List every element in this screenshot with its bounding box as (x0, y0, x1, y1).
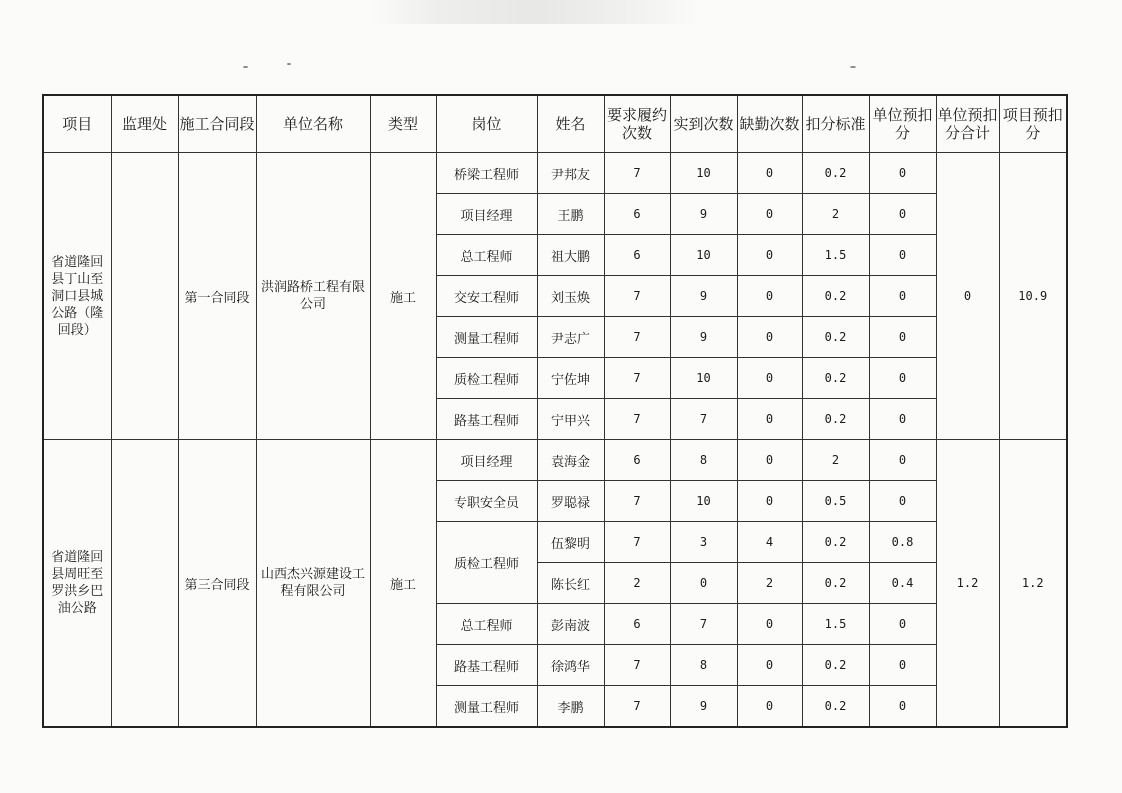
standard-cell: 0.2 (802, 317, 869, 358)
standard-cell: 0.2 (802, 358, 869, 399)
scan-speck (850, 66, 856, 68)
name-cell: 宁甲兴 (537, 399, 604, 440)
col-standard: 扣分标准 (802, 95, 869, 153)
name-cell: 王鹏 (537, 194, 604, 235)
standard-cell: 0.2 (802, 563, 869, 604)
col-unit-deduct: 单位预扣分 (869, 95, 936, 153)
col-unit: 单位名称 (256, 95, 370, 153)
contract-cell: 第三合同段 (178, 440, 256, 728)
deduct-cell: 0 (869, 604, 936, 645)
col-unit-total: 单位预扣分合计 (936, 95, 999, 153)
actual-cell: 9 (670, 686, 737, 728)
required-cell: 7 (604, 317, 670, 358)
required-cell: 7 (604, 522, 670, 563)
actual-cell: 9 (670, 317, 737, 358)
required-cell: 7 (604, 481, 670, 522)
project-cell: 省道隆回县丁山至洞口县城公路（隆回段） (43, 153, 111, 440)
unit-total-cell: 0 (936, 153, 999, 440)
required-cell: 7 (604, 276, 670, 317)
deduct-cell: 0 (869, 440, 936, 481)
required-cell: 6 (604, 440, 670, 481)
col-required: 要求履约次数 (604, 95, 670, 153)
scan-artifact (370, 0, 700, 24)
deduct-cell: 0 (869, 317, 936, 358)
position-cell: 质检工程师 (436, 358, 537, 399)
col-contract: 施工合同段 (178, 95, 256, 153)
col-name: 姓名 (537, 95, 604, 153)
table-row (43, 440, 1067, 481)
unit-cell: 洪润路桥工程有限公司 (256, 153, 370, 440)
actual-cell: 10 (670, 481, 737, 522)
required-cell: 7 (604, 358, 670, 399)
scan-speck (287, 63, 291, 65)
standard-cell: 0.5 (802, 481, 869, 522)
standard-cell: 0.2 (802, 522, 869, 563)
standard-cell: 2 (802, 440, 869, 481)
standard-cell: 0.2 (802, 153, 869, 194)
unit-cell: 山西杰兴源建设工程有限公司 (256, 440, 370, 728)
actual-cell: 8 (670, 440, 737, 481)
supervisor-cell (111, 440, 178, 728)
absent-cell: 0 (737, 440, 802, 481)
standard-cell: 2 (802, 194, 869, 235)
col-project: 项目 (43, 95, 111, 153)
col-project-total: 项目预扣分 (999, 95, 1067, 153)
standard-cell: 1.5 (802, 604, 869, 645)
name-cell: 袁海金 (537, 440, 604, 481)
position-cell: 测量工程师 (436, 317, 537, 358)
standard-cell: 0.2 (802, 645, 869, 686)
name-cell: 尹志广 (537, 317, 604, 358)
col-absent: 缺勤次数 (737, 95, 802, 153)
position-cell: 桥梁工程师 (436, 153, 537, 194)
position-cell: 路基工程师 (436, 645, 537, 686)
position-cell: 专职安全员 (436, 481, 537, 522)
name-cell: 祖大鹏 (537, 235, 604, 276)
name-cell: 尹邦友 (537, 153, 604, 194)
deduct-cell: 0 (869, 276, 936, 317)
col-supervisor: 监理处 (111, 95, 178, 153)
actual-cell: 8 (670, 645, 737, 686)
actual-cell: 10 (670, 235, 737, 276)
contract-cell: 第一合同段 (178, 153, 256, 440)
required-cell: 6 (604, 235, 670, 276)
absent-cell: 0 (737, 358, 802, 399)
required-cell: 7 (604, 645, 670, 686)
position-cell: 测量工程师 (436, 686, 537, 728)
absent-cell: 2 (737, 563, 802, 604)
actual-cell: 10 (670, 153, 737, 194)
name-cell: 李鹏 (537, 686, 604, 728)
actual-cell: 9 (670, 276, 737, 317)
absent-cell: 0 (737, 235, 802, 276)
standard-cell: 1.5 (802, 235, 869, 276)
name-cell: 伍黎明 (537, 522, 604, 563)
absent-cell: 0 (737, 481, 802, 522)
deduct-cell: 0.8 (869, 522, 936, 563)
supervisor-cell (111, 153, 178, 440)
absent-cell: 0 (737, 194, 802, 235)
required-cell: 7 (604, 686, 670, 728)
absent-cell: 0 (737, 153, 802, 194)
standard-cell: 0.2 (802, 686, 869, 728)
absent-cell: 0 (737, 317, 802, 358)
col-position: 岗位 (436, 95, 537, 153)
position-cell: 交安工程师 (436, 276, 537, 317)
absent-cell: 0 (737, 645, 802, 686)
actual-cell: 0 (670, 563, 737, 604)
absent-cell: 0 (737, 276, 802, 317)
table-header-row (43, 95, 1067, 153)
deduct-cell: 0 (869, 235, 936, 276)
required-cell: 6 (604, 194, 670, 235)
name-cell: 刘玉焕 (537, 276, 604, 317)
project-total-cell: 1.2 (999, 440, 1067, 728)
unit-total-cell: 1.2 (936, 440, 999, 728)
position-cell: 总工程师 (436, 235, 537, 276)
col-actual: 实到次数 (670, 95, 737, 153)
required-cell: 6 (604, 604, 670, 645)
actual-cell: 9 (670, 194, 737, 235)
name-cell: 陈长红 (537, 563, 604, 604)
deduct-cell: 0 (869, 358, 936, 399)
absent-cell: 0 (737, 399, 802, 440)
name-cell: 徐鸿华 (537, 645, 604, 686)
deduct-cell: 0.4 (869, 563, 936, 604)
table-row (43, 153, 1067, 194)
actual-cell: 7 (670, 604, 737, 645)
col-type: 类型 (370, 95, 436, 153)
required-cell: 7 (604, 153, 670, 194)
name-cell: 罗聪禄 (537, 481, 604, 522)
project-total-cell: 10.9 (999, 153, 1067, 440)
actual-cell: 10 (670, 358, 737, 399)
actual-cell: 3 (670, 522, 737, 563)
absent-cell: 0 (737, 686, 802, 728)
required-cell: 7 (604, 399, 670, 440)
deduct-cell: 0 (869, 194, 936, 235)
deduct-cell: 0 (869, 645, 936, 686)
deduct-cell: 0 (869, 399, 936, 440)
absent-cell: 4 (737, 522, 802, 563)
type-cell: 施工 (370, 440, 436, 728)
deduct-cell: 0 (869, 686, 936, 728)
position-cell: 总工程师 (436, 604, 537, 645)
project-cell: 省道隆回县周旺至罗洪乡巴油公路 (43, 440, 111, 728)
position-cell: 路基工程师 (436, 399, 537, 440)
deduct-cell: 0 (869, 481, 936, 522)
type-cell: 施工 (370, 153, 436, 440)
name-cell: 宁佐坤 (537, 358, 604, 399)
attendance-table-container (42, 94, 1066, 728)
standard-cell: 0.2 (802, 276, 869, 317)
required-cell: 2 (604, 563, 670, 604)
absent-cell: 0 (737, 604, 802, 645)
position-cell: 质检工程师 (436, 522, 537, 604)
actual-cell: 7 (670, 399, 737, 440)
attendance-deduction-table (42, 94, 1068, 728)
position-cell: 项目经理 (436, 440, 537, 481)
scan-speck (243, 66, 248, 68)
name-cell: 彭南波 (537, 604, 604, 645)
standard-cell: 0.2 (802, 399, 869, 440)
deduct-cell: 0 (869, 153, 936, 194)
position-cell: 项目经理 (436, 194, 537, 235)
